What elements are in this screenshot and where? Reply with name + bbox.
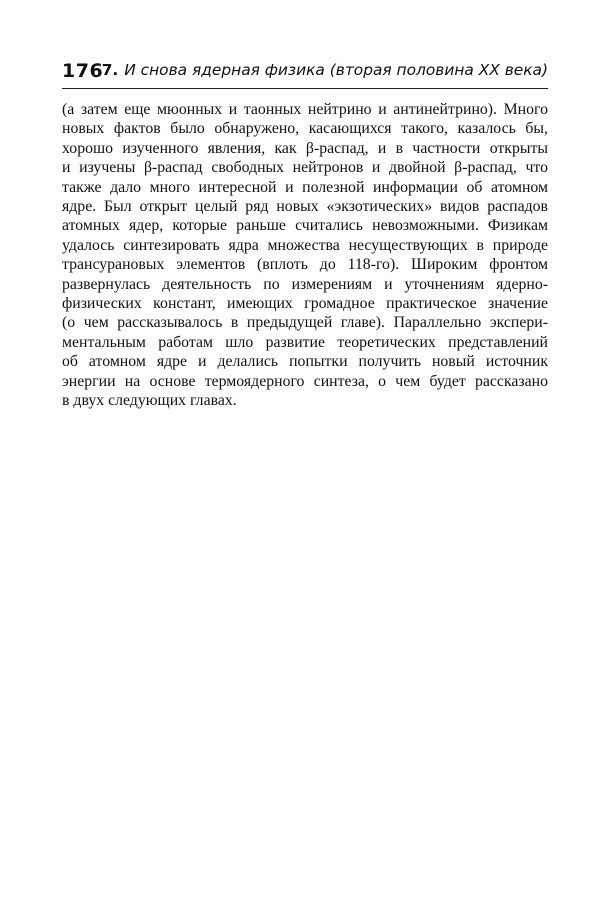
text-line: трансурановых элементов (вплоть до 118-го). Широким фронтом [62, 256, 548, 274]
text-line: (о чем рассказывалось в предыдущей главе). Параллельно экспери- [62, 314, 548, 332]
text-line: ядре. Был открыт целый ряд новых «экзотических» видов распадов [62, 198, 548, 216]
text-line: и изучены β-распад свободных нейтронов и двойной β-распад, что [62, 159, 548, 177]
running-title [102, 61, 548, 79]
text-line: хорошо изученного явления, как β-распад, и в частности открыты [62, 139, 548, 157]
page-number: 176 [62, 60, 104, 82]
text-line: в двух следующих главах. [62, 392, 237, 410]
text-line: об атомном ядре и делались попытки получить новый источник [62, 353, 548, 371]
text-line: удалось синтезировать ядра множества несуществующих в природе [62, 236, 548, 254]
text-line: энергии на основе термоядерного синтеза, о чем будет рассказано [62, 372, 548, 390]
text-line: (а затем еще мюонных и таонных нейтрино и антинейтрино). Много [62, 101, 548, 118]
text-line: атомных ядер, которые раньше считались невозможными. Физикам [62, 217, 548, 235]
page-header [62, 58, 548, 89]
text-line: новых фактов было обнаружено, касающихся такого, казалось бы, [62, 120, 548, 138]
chapter-title: И снова ядерная физика (вторая половина XX века) [124, 61, 548, 79]
body-paragraph [62, 100, 548, 411]
chapter-number: 7. [101, 61, 119, 79]
text-line: физических констант, имеющих громадное практическое значение [62, 295, 548, 313]
text-line: развернулась деятельность по измерениям и уточнениям ядерно- [62, 275, 548, 293]
text-line: ментальным работам шло развитие теоретических представлений [62, 333, 548, 351]
text-line: также дало много интересной и полезной информации об атомном [62, 178, 548, 196]
